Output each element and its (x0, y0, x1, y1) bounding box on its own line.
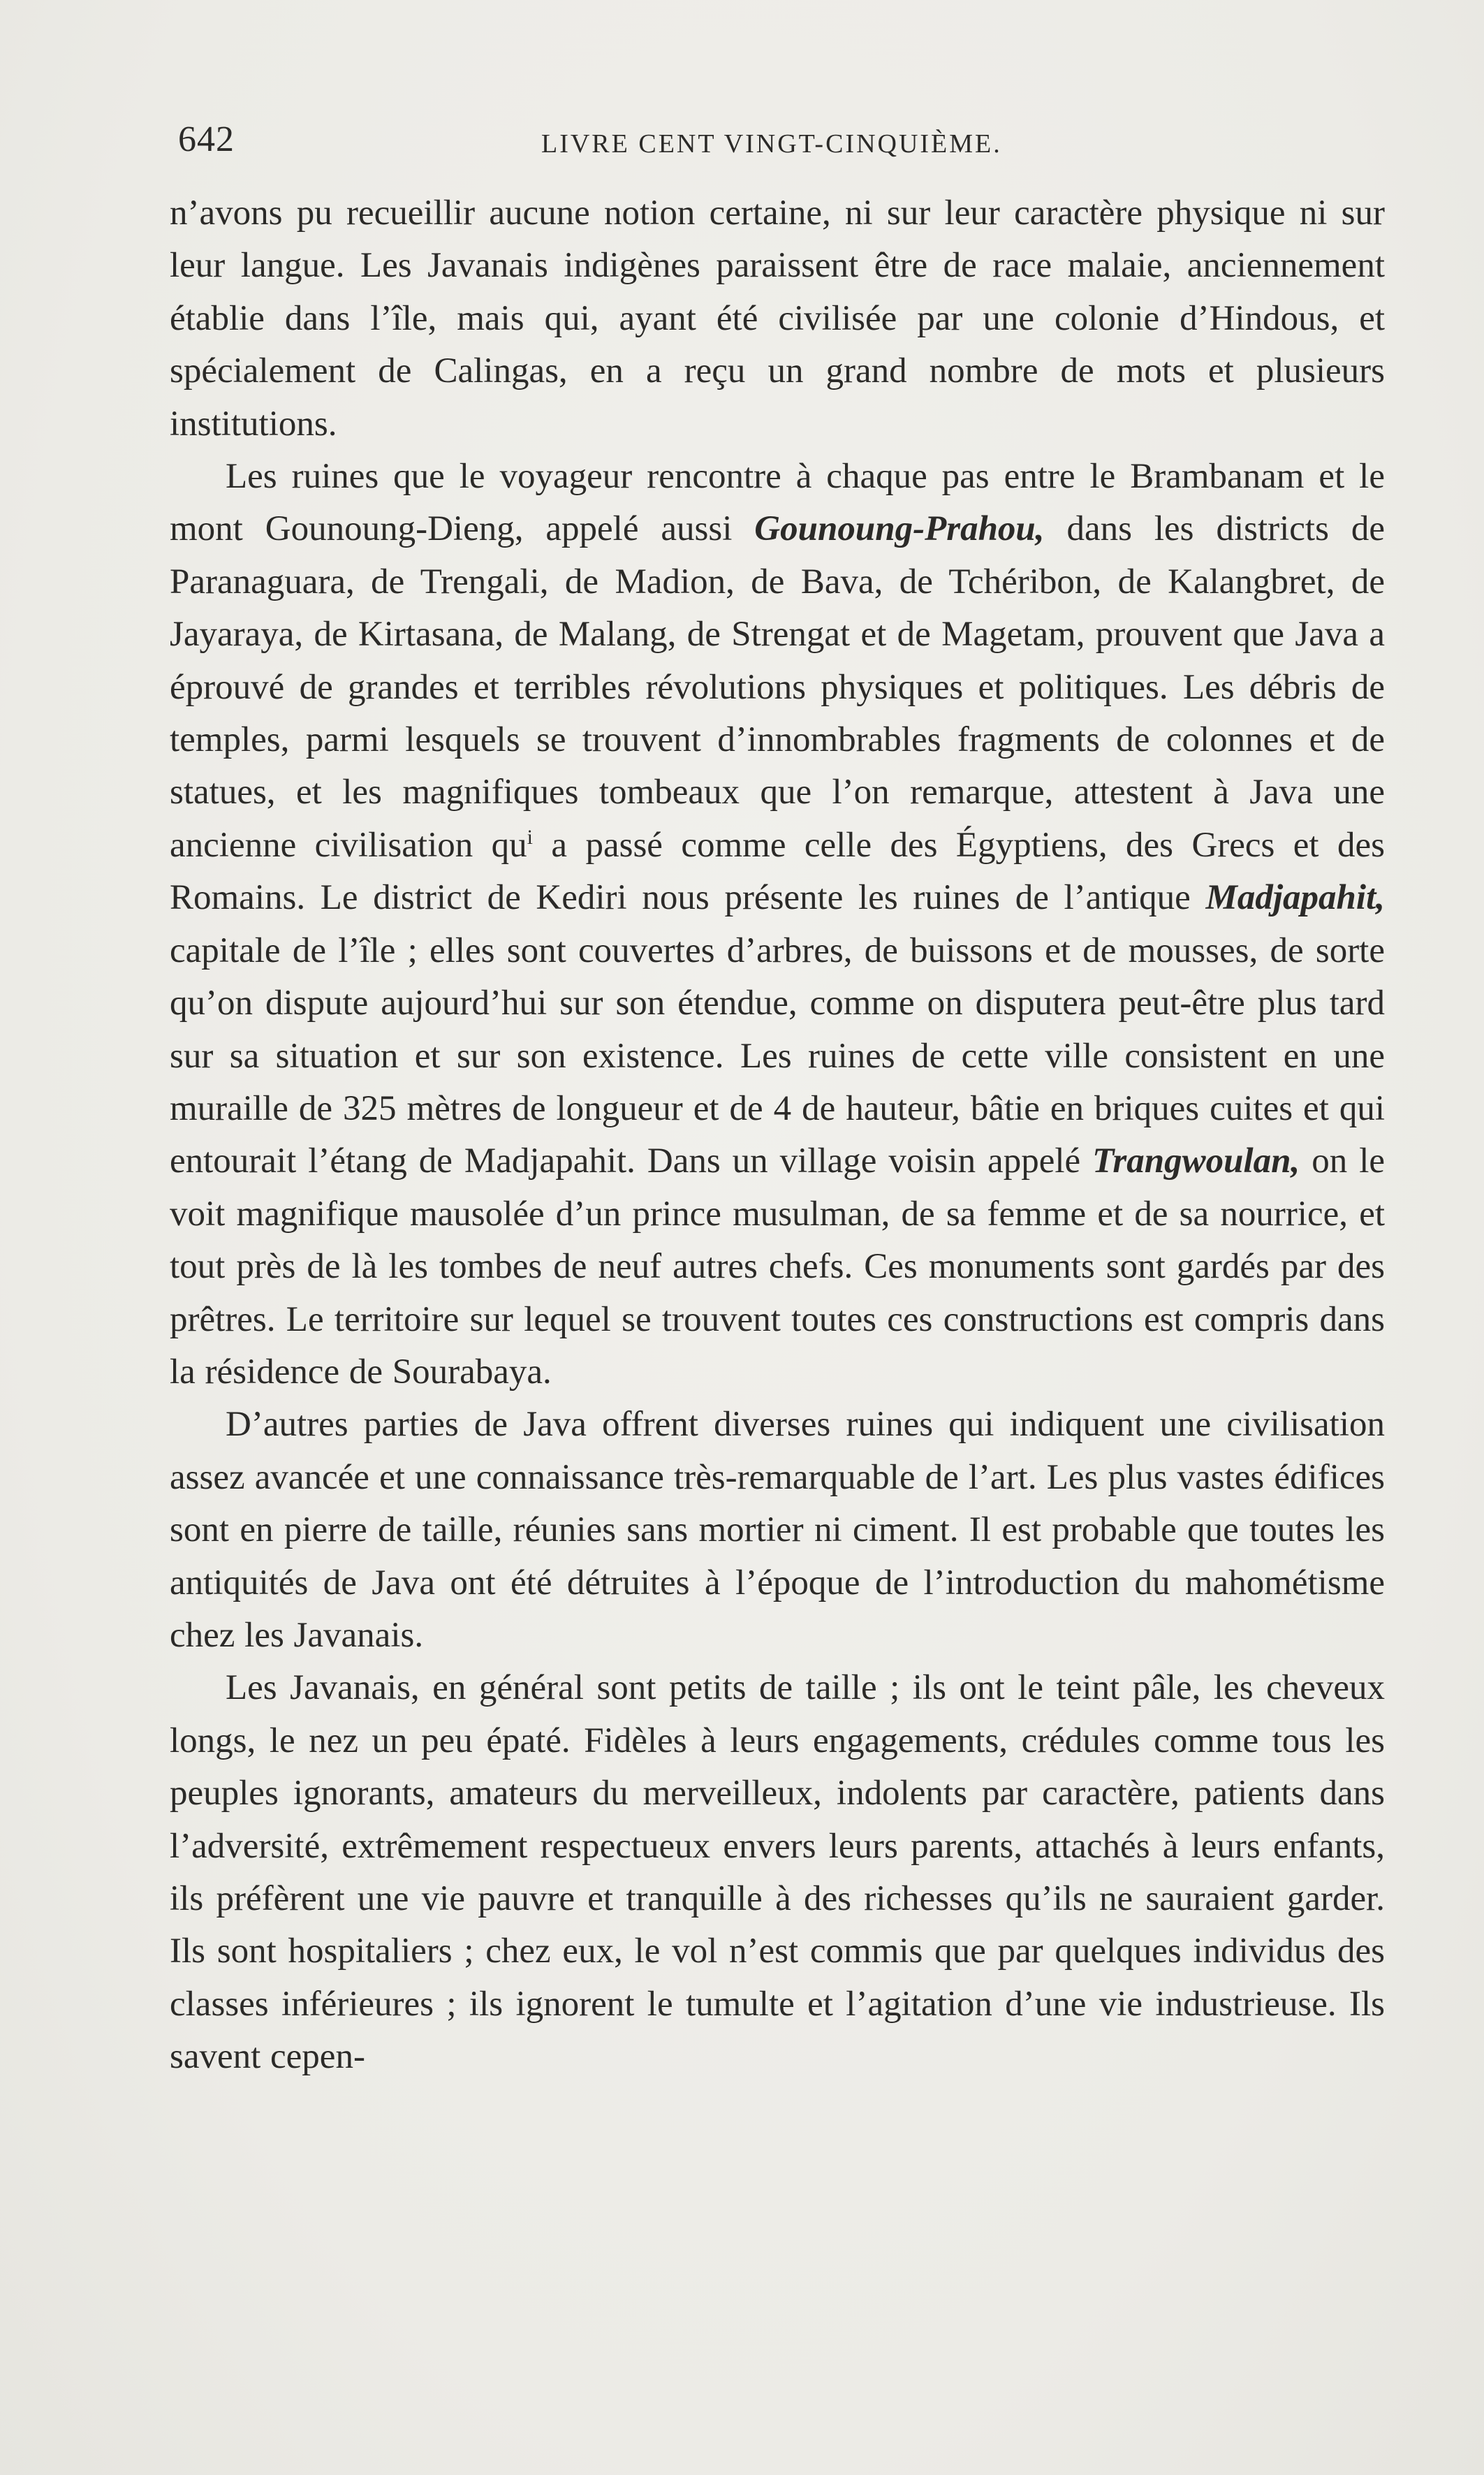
paragraph-2-part-b: dans les districts de Paranaguara, de Trengali, de Madion, de Bava, de Tchéribon, de Kalangbret, de Jayaraya, de Kirtasana, de Malang, de Strengat et de Magetam, prouvent que Java a éprouvé de grandes et terribles révolutions physiques et politiques. Les débris de temples, parmi lesquels se trouvent d’innombrables fragments de colonnes et de statues, et les magnifiques tombeaux que l’on remarque, attestent à Java une ancienne civilisation qu (170, 509, 1385, 865)
body-text (170, 187, 1385, 2084)
place-name-trangwoulan: Trangwoulan, (1092, 1141, 1300, 1181)
running-head: LIVRE CENT VINGT-CINQUIÈME. (541, 129, 1002, 159)
place-name-madjapahit: Madjapahit, (1205, 878, 1385, 918)
paragraph-2-part-c: a passé comme celle des Égyptiens, des Grecs et des Romains. Le district de Kediri nous présente les ruines de l’antique (170, 825, 1385, 918)
place-name-gounoung-prahou: Gounoung-Prahou, (754, 509, 1045, 549)
page-number: 642 (178, 119, 235, 159)
page-header (178, 119, 1384, 175)
paragraph-4: Les Javanais, en général sont petits de taille ; ils ont le teint pâle, les cheveux longs, le nez un peu épaté. Fidèles à leurs engagements, crédules comme tous les peuples ignorants, amateurs du merveilleux, indolents par caractère, patients dans l’adversité, extrêmement respectueux envers leurs parents, attachés à leurs enfants, ils préfèrent une vie pauvre et tranquille à des richesses qu’ils ne sauraient garder. Ils sont hospitaliers ; chez eux, le vol n’est commis que par quelques individus des classes inférieures ; ils ignorent le tumulte et l’agitation d’une vie industrieuse. Ils savent cepen- (170, 1668, 1385, 2077)
paragraph-3: D’autres parties de Java offrent diverses ruines qui indiquent une civilisation assez avancée et une connaissance très-remarquable de l’art. Les plus vastes édifices sont en pierre de taille, réunies sans mortier ni ciment. Il est probable que toutes les antiquités de Java ont été détruites à l’époque de l’introduction du mahométisme chez les Javanais. (170, 1405, 1385, 1655)
paragraph-2-part-a: Les ruines que le voyageur rencontre à chaque pas entre le Brambanam et le mont Gounoung-Dieng, appelé aussi (170, 457, 1385, 549)
paragraph-1: n’avons pu recueillir aucune notion certaine, ni sur leur caractère physique ni sur leur langue. Les Javanais indigènes paraissent être de race malaie, anciennement établie dans l’île, mais qui, ayant été civilisée par une colonie d’Hindous, et spécialement de Calingas, en a reçu un grand nombre de mots et plusieurs institutions. (170, 194, 1385, 444)
superscript-letter: i (527, 825, 534, 849)
paragraph-2-part-d: capitale de l’île ; elles sont couvertes d’arbres, de buissons et de mousses, de sorte qu’on dispute aujourd’hui sur son étendue, comme on disputera peut-être plus tard sur sa situation et sur son existence. Les ruines de cette ville consistent en une muraille de 325 mètres de longueur et de 4 de hauteur, bâtie en briques cuites et qui entourait l’étang de Madjapahit. Dans un village voisin appelé (170, 930, 1385, 1181)
paragraph-2 (170, 451, 1385, 1399)
paragraph-2-part-e: on le voit magnifique mausolée d’un prince musulman, de sa femme et de sa nourrice, et tout près de là les tombes de neuf autres chefs. Ces monuments sont gardés par des prêtres. Le territoire sur lequel se trouvent toutes ces constructions est compris dans la résidence de Sourabaya. (170, 1141, 1385, 1392)
